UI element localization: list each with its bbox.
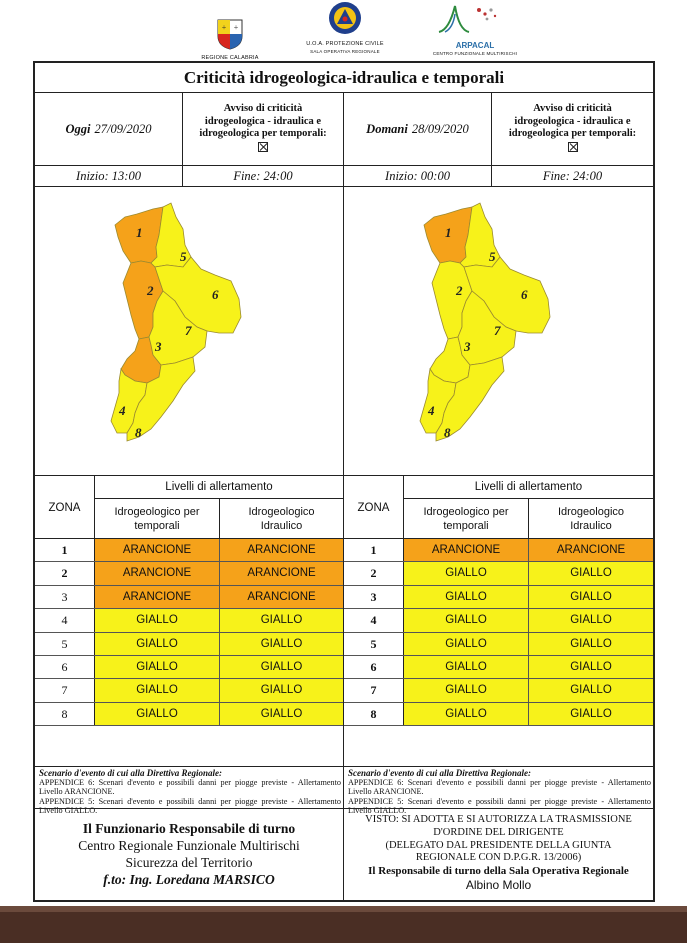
level-temporali: ARANCIONE [404, 539, 529, 561]
zona-number: 2 [344, 562, 404, 584]
calabria-zones-map [35, 187, 342, 476]
zona-number: 8 [35, 703, 95, 725]
zona-number: 3 [344, 586, 404, 608]
sicurezza-territorio: Sicurezza del Territorio [125, 855, 253, 870]
map-zone-label-8: 8 [444, 425, 451, 440]
zona-header: ZONA [344, 476, 404, 539]
zona-number: 5 [344, 633, 404, 655]
table-row [35, 586, 343, 609]
levels-title: Livelli di allertamento [404, 476, 653, 499]
table-row [35, 703, 343, 726]
time-row [35, 166, 343, 187]
map-zone-label-4: 4 [428, 403, 435, 418]
avviso-checkbox-icon [568, 142, 578, 152]
levels-title: Livelli di allertamento [95, 476, 343, 499]
calabria-map [35, 187, 343, 476]
calabria-map [344, 187, 653, 476]
avviso-line-2: idrogeologica - idraulica e [204, 115, 322, 127]
table-row [35, 609, 343, 632]
map-zone-label-7: 7 [185, 323, 192, 338]
scenario-appendice-6: APPENDICE 6: Scenari d'evento e possibili danni per piogge previste - Allertamento Livello ARANCIONE. [39, 778, 341, 797]
table-row [344, 609, 653, 632]
level-temporali: GIALLO [404, 586, 529, 608]
map-zone-label-2: 2 [456, 283, 463, 298]
zona-number: 7 [344, 679, 404, 701]
level-idraulico: ARANCIONE [220, 539, 343, 561]
zona-number: 4 [35, 609, 95, 631]
level-temporali: GIALLO [404, 703, 529, 725]
level-temporali: ARANCIONE [95, 539, 220, 561]
day-header [344, 93, 653, 166]
pc-line-2: SALA OPERATIVA REGIONALE [310, 49, 380, 54]
level-idraulico: GIALLO [529, 656, 653, 678]
col-temporali-line-2: temporali [134, 520, 180, 532]
day-header [35, 93, 343, 166]
table-row [35, 562, 343, 585]
map-zone-label-2: 2 [147, 283, 154, 298]
regione-calabria-emblem-icon [215, 18, 245, 50]
footer-band [0, 906, 687, 943]
level-temporali: GIALLO [95, 656, 220, 678]
map-zone-label-1: 1 [136, 225, 143, 240]
fine-time: Fine: 24:00 [233, 169, 293, 183]
regione-calabria-logo [190, 18, 270, 62]
signatory-name: f.to: Ing. Loredana MARSICO [103, 872, 275, 887]
avviso-line-1: Avviso di criticità [533, 103, 612, 114]
table-row [344, 586, 653, 609]
calabria-zones-map [344, 187, 651, 476]
bulletin-title: Criticità idrogeologica-idraulica e temporali [35, 63, 653, 93]
avviso-line-2: idrogeologica - idraulica e [514, 115, 631, 127]
responsabile-name: Albino Mollo [465, 877, 532, 892]
level-temporali: GIALLO [95, 633, 220, 655]
col-temporali-header [404, 499, 529, 539]
pc-line-1: U.O.A. PROTEZIONE CIVILE [306, 41, 384, 47]
signature-right [344, 809, 653, 901]
visto-line-2: D'ORDINE DEL DIRIGENTE [433, 826, 564, 838]
col-temporali-line-2: temporali [443, 520, 489, 532]
levels-header [35, 476, 343, 539]
time-row [344, 166, 653, 187]
zona-number: 4 [344, 609, 404, 631]
scenario-heading: Scenario d'evento di cui alla Direttiva Regionale: [348, 768, 531, 778]
col-temporali-header [95, 499, 220, 539]
levels-table [35, 476, 343, 726]
col-idraulico-line-1: Idrogeologico [557, 506, 625, 518]
col-idraulico-line-1: Idrogeologico [248, 506, 315, 518]
day-date [344, 93, 492, 166]
arpacal-emblem-icon [425, 2, 525, 36]
levels-table [344, 476, 653, 726]
avviso-line-3: idrogeologica per temporali: [199, 128, 327, 139]
level-temporali: GIALLO [404, 633, 529, 655]
level-temporali: ARANCIONE [95, 586, 220, 608]
table-row [344, 679, 653, 702]
col-idraulico-line-2: Idraulico [260, 520, 303, 532]
level-idraulico: GIALLO [529, 562, 653, 584]
col-idraulico-header [529, 499, 653, 539]
map-zone-label-7: 7 [494, 323, 501, 338]
zona-number: 2 [35, 562, 95, 584]
level-idraulico: GIALLO [220, 703, 343, 725]
day-date [35, 93, 183, 166]
levels-rows [35, 539, 343, 726]
bulletin-frame [33, 61, 655, 902]
level-temporali: GIALLO [404, 656, 529, 678]
arpacal-logo [420, 2, 530, 57]
zona-header: ZONA [35, 476, 95, 539]
level-idraulico: GIALLO [529, 586, 653, 608]
day-label: Domani [366, 122, 408, 136]
level-idraulico: GIALLO [220, 609, 343, 631]
map-zone-label-1: 1 [445, 225, 452, 240]
zona-number: 6 [344, 656, 404, 678]
day-column-today [35, 93, 344, 815]
table-row [344, 539, 653, 562]
zona-number: 5 [35, 633, 95, 655]
protezione-civile-emblem-icon [325, 0, 365, 36]
signature-left [35, 809, 344, 901]
zona-number: 8 [344, 703, 404, 725]
level-idraulico: GIALLO [529, 609, 653, 631]
header-logos [0, 0, 687, 60]
map-zone-label-6: 6 [521, 287, 528, 302]
map-zone-label-5: 5 [489, 249, 496, 264]
fine-time: Fine: 24:00 [542, 169, 603, 183]
level-temporali: GIALLO [404, 562, 529, 584]
level-idraulico: GIALLO [529, 633, 653, 655]
visto-line-3: (DELEGATO DAL PRESIDENTE DELLA GIUNTA [385, 839, 612, 851]
map-zone-label-3: 3 [155, 339, 162, 354]
day-label: Oggi [65, 122, 91, 136]
level-idraulico: GIALLO [529, 703, 653, 725]
zona-number: 7 [35, 679, 95, 701]
level-temporali: GIALLO [404, 609, 529, 631]
level-temporali: GIALLO [404, 679, 529, 701]
avviso-box [492, 93, 653, 166]
table-row [35, 633, 343, 656]
visto-line-4: REGIONALE CON D.P.G.R. 13/2006) [415, 852, 582, 864]
level-idraulico: GIALLO [220, 679, 343, 701]
map-zone-label-8: 8 [135, 425, 142, 440]
map-zone-label-6: 6 [212, 287, 219, 302]
zona-number: 3 [35, 586, 95, 608]
zona-number: 1 [344, 539, 404, 561]
scenario-heading: Scenario d'evento di cui alla Direttiva Regionale: [39, 768, 222, 778]
level-idraulico: ARANCIONE [529, 539, 653, 561]
levels-rows [344, 539, 653, 726]
col-idraulico-line-2: Idraulico [570, 520, 612, 532]
levels-header [344, 476, 653, 539]
protezione-civile-logo [290, 0, 400, 55]
inizio-time: Inizio: 13:00 [35, 166, 183, 187]
level-temporali: GIALLO [95, 703, 220, 725]
signature-area [35, 808, 653, 900]
map-zone-label-5: 5 [180, 249, 187, 264]
table-row [35, 679, 343, 702]
day-date-value: 28/09/2020 [411, 122, 469, 136]
table-row [344, 633, 653, 656]
scenario-appendice-5: APPENDICE 5: Scenari d'evento e possibili danni per piogge previste - Allertamento Livello GIALLO. [39, 796, 341, 815]
table-row [35, 656, 343, 679]
level-temporali: GIALLO [95, 679, 220, 701]
col-temporali-line-1: Idrogeologico per [114, 506, 200, 518]
level-idraulico: ARANCIONE [220, 586, 343, 608]
map-zone-label-4: 4 [119, 403, 126, 418]
arpacal-sub: CENTRO FUNZIONALE MULTIRISCHI [432, 51, 518, 56]
scenario-appendice-6: APPENDICE 6: Scenari d'evento e possibili danni per piogge previste - Allertamento Livello ARANCIONE. [348, 778, 651, 797]
scenario-appendice-5: APPENDICE 5: Scenari d'evento e possibili danni per piogge previste - Allertamento Livello GIALLO. [348, 796, 651, 815]
level-temporali: GIALLO [95, 609, 220, 631]
level-idraulico: GIALLO [220, 656, 343, 678]
zona-number: 6 [35, 656, 95, 678]
responsabile-sala: Il Responsabile di turno della Sala Operativa Regionale [368, 865, 629, 878]
funzionario-title: Il Funzionario Responsabile di turno [82, 821, 296, 836]
level-idraulico: GIALLO [220, 633, 343, 655]
level-idraulico: ARANCIONE [220, 562, 343, 584]
svg-text:+: + [233, 23, 239, 32]
table-row [344, 703, 653, 726]
table-row [35, 539, 343, 562]
level-idraulico: GIALLO [529, 679, 653, 701]
avviso-box [183, 93, 343, 166]
zona-number: 1 [35, 539, 95, 561]
inizio-time: Inizio: 00:00 [344, 166, 492, 187]
table-row [344, 562, 653, 585]
visto-line-1: VISTO: SI ADOTTA E SI AUTORIZZA LA TRASMISSIONE [365, 814, 632, 825]
level-temporali: ARANCIONE [95, 562, 220, 584]
day-date-value: 27/09/2020 [94, 122, 152, 136]
table-row [344, 656, 653, 679]
regione-calabria-label: REGIONE CALABRIA [201, 55, 259, 61]
avviso-line-3: idrogeologica per temporali: [508, 128, 637, 139]
col-temporali-line-1: Idrogeologico per [423, 506, 509, 518]
svg-text:+: + [221, 23, 227, 32]
centro-funzionale: Centro Regionale Funzionale Multirischi [78, 838, 300, 853]
avviso-line-1: Avviso di criticità [223, 103, 303, 114]
arpacal-name: ARPACAL [455, 41, 495, 50]
map-zone-label-3: 3 [464, 339, 471, 354]
avviso-checkbox-icon [258, 142, 268, 152]
col-idraulico-header [220, 499, 343, 539]
